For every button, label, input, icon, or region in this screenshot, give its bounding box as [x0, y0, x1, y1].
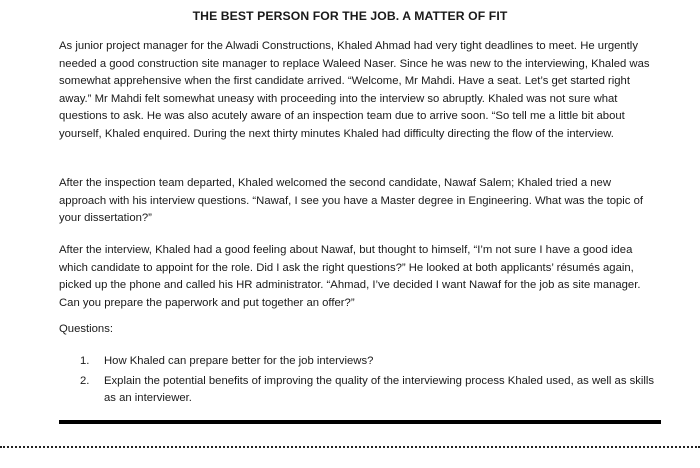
question-number: 2.	[80, 374, 90, 387]
section-divider-thick	[59, 420, 661, 424]
question-item	[80, 373, 660, 408]
question-number: 1.	[80, 355, 90, 367]
question-text: Explain the potential benefits of improving the quality of the interviewing process Khaled used, as well as skills as an interviewer.	[104, 374, 655, 405]
case-paragraph-3: After the interview, Khaled had a good feeling about Nawaf, but thought to himself, “I’m not sure I have a good idea which candidate to appoint for the role. Did I ask the right questions?” He looked at both applicants’ résumés again, picked up the phone and called his HR administrator. “Ahmad, I’ve decided I want Nawaf for the job as site manager. Can you prepare the paperwork and put together an offer?”	[59, 244, 641, 309]
case-paragraph-2: After the inspection team departed, Khaled welcomed the second candidate, Nawaf Salem; Khaled tried a new approach with his interview questions. “Nawaf, I see you have a Master degree in Engineering. What was the topic of your dissertation?”	[59, 177, 643, 225]
questions-label: Questions:	[59, 323, 114, 335]
dotted-separator	[0, 446, 700, 448]
case-paragraph-1: As junior project manager for the Alwadi Constructions, Khaled Ahmad had very tight deadlines to meet. He urgently needed a good construction site manager to replace Waleed Naser. Since he was new to the interviewing, Khaled was somewhat apprehensive when the first candidate arrived. “Welcome, Mr Mahdi. Have a seat. Let’s get started right away.” Mr Mahdi felt somewhat uneasy with proceeding into the interview so abruptly. Khaled was not sure what questions to ask. He was also acutely aware of an inspection team due to arrive soon. “So tell me a little bit about yourself, Khaled enquired. During the next thirty minutes Khaled had difficulty directing the flow of the interview.	[59, 40, 650, 140]
questions-list	[80, 353, 660, 410]
question-text: How Khaled can prepare better for the job interviews?	[104, 355, 374, 367]
document-title: THE BEST PERSON FOR THE JOB. A MATTER OF FIT	[192, 9, 508, 23]
question-item	[80, 353, 660, 371]
